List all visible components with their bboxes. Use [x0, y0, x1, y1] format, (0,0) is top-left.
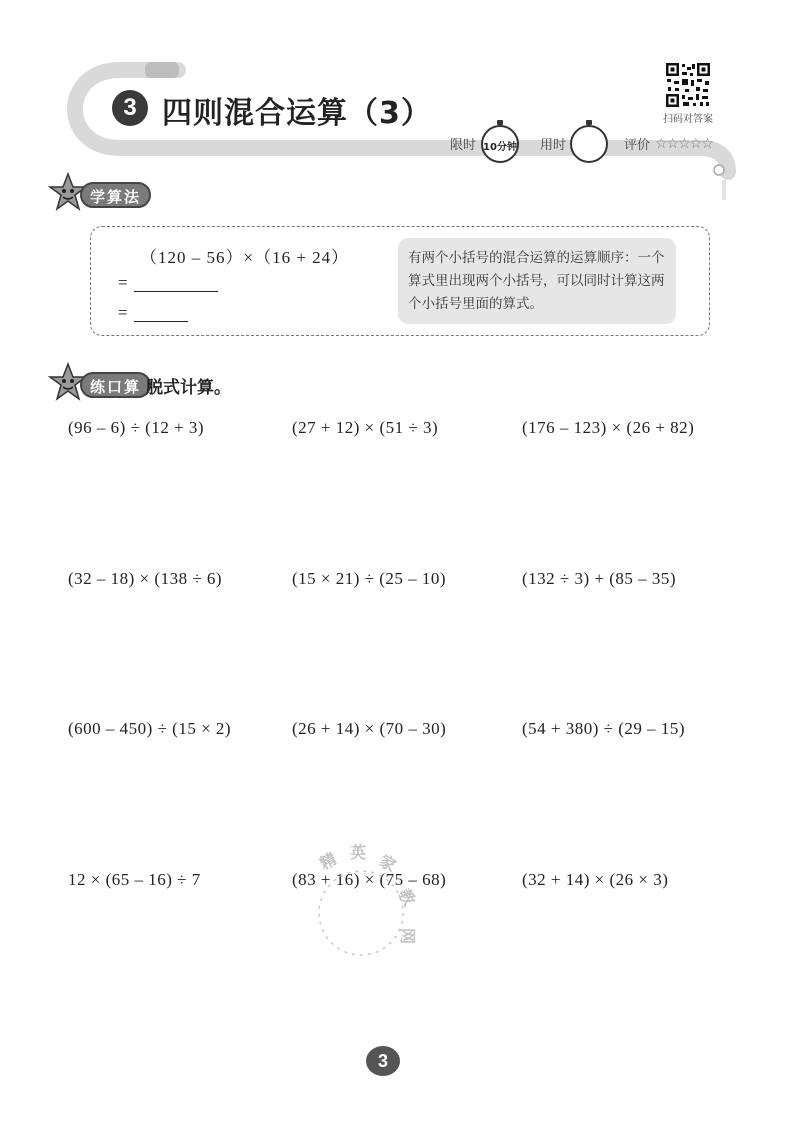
rating-stars-icon[interactable]: ☆☆☆☆☆: [655, 136, 713, 152]
svg-text:教: 教: [394, 885, 419, 909]
page-title: 四则混合运算（3）: [162, 96, 432, 131]
problem-3: (176 – 123) × (26 + 82): [522, 418, 695, 437]
lesson-number-badge: 3: [112, 90, 148, 126]
watermark-stamp-icon: [286, 838, 436, 978]
svg-text:网: 网: [398, 928, 417, 945]
problem-10: 12 × (65 – 16) ÷ 7: [68, 870, 201, 889]
time-limit-timer-icon: [481, 125, 519, 163]
example-expression: （120 – 56）×（16 + 24）: [140, 248, 350, 267]
qr-code-icon[interactable]: [665, 62, 711, 108]
problem-5: (15 × 21) ÷ (25 – 10): [292, 569, 447, 588]
problem-2: (27 + 12) × (51 ÷ 3): [292, 418, 439, 437]
svg-text:家: 家: [376, 851, 400, 876]
time-used-timer-input[interactable]: [570, 125, 608, 163]
problem-8: (26 + 14) × (70 – 30): [292, 719, 447, 738]
problem-11: (83 + 16) × (75 – 68): [292, 870, 447, 889]
problem-4: (32 – 18) × (138 ÷ 6): [68, 569, 223, 588]
learn-section-title: 学算法: [80, 182, 151, 208]
problem-7: (600 – 450) ÷ (15 × 2): [68, 719, 232, 738]
problem-12: (32 + 14) × (26 × 3): [522, 870, 669, 889]
step1-equals: =: [118, 273, 128, 292]
time-limit-label: 限时: [450, 138, 477, 153]
svg-text:精: 精: [316, 849, 340, 874]
practice-instruction: 脱式计算。: [146, 378, 231, 398]
problem-1: (96 – 6) ÷ (12 + 3): [68, 418, 205, 437]
rating-label: 评价: [624, 138, 651, 153]
tip-text: 有两个小括号的混合运算的运算顺序：一个算式里出现两个小括号，可以同时计算这两个小括号里面的算式。: [408, 250, 665, 312]
problem-9: (54 + 380) ÷ (29 – 15): [522, 719, 686, 738]
time-used-label: 用时: [540, 138, 567, 153]
qr-label: 扫码对答案: [663, 114, 713, 125]
svg-text:英: 英: [350, 843, 367, 862]
practice-section-title: 练口算: [80, 372, 151, 398]
step2-equals: =: [118, 303, 128, 322]
step1-answer-blank[interactable]: [134, 291, 218, 292]
step2-answer-blank[interactable]: [134, 321, 188, 322]
problem-6: (132 ÷ 3) + (85 – 35): [522, 569, 677, 588]
page-number: 3: [366, 1046, 400, 1076]
time-limit-value: 10分钟: [483, 142, 517, 153]
